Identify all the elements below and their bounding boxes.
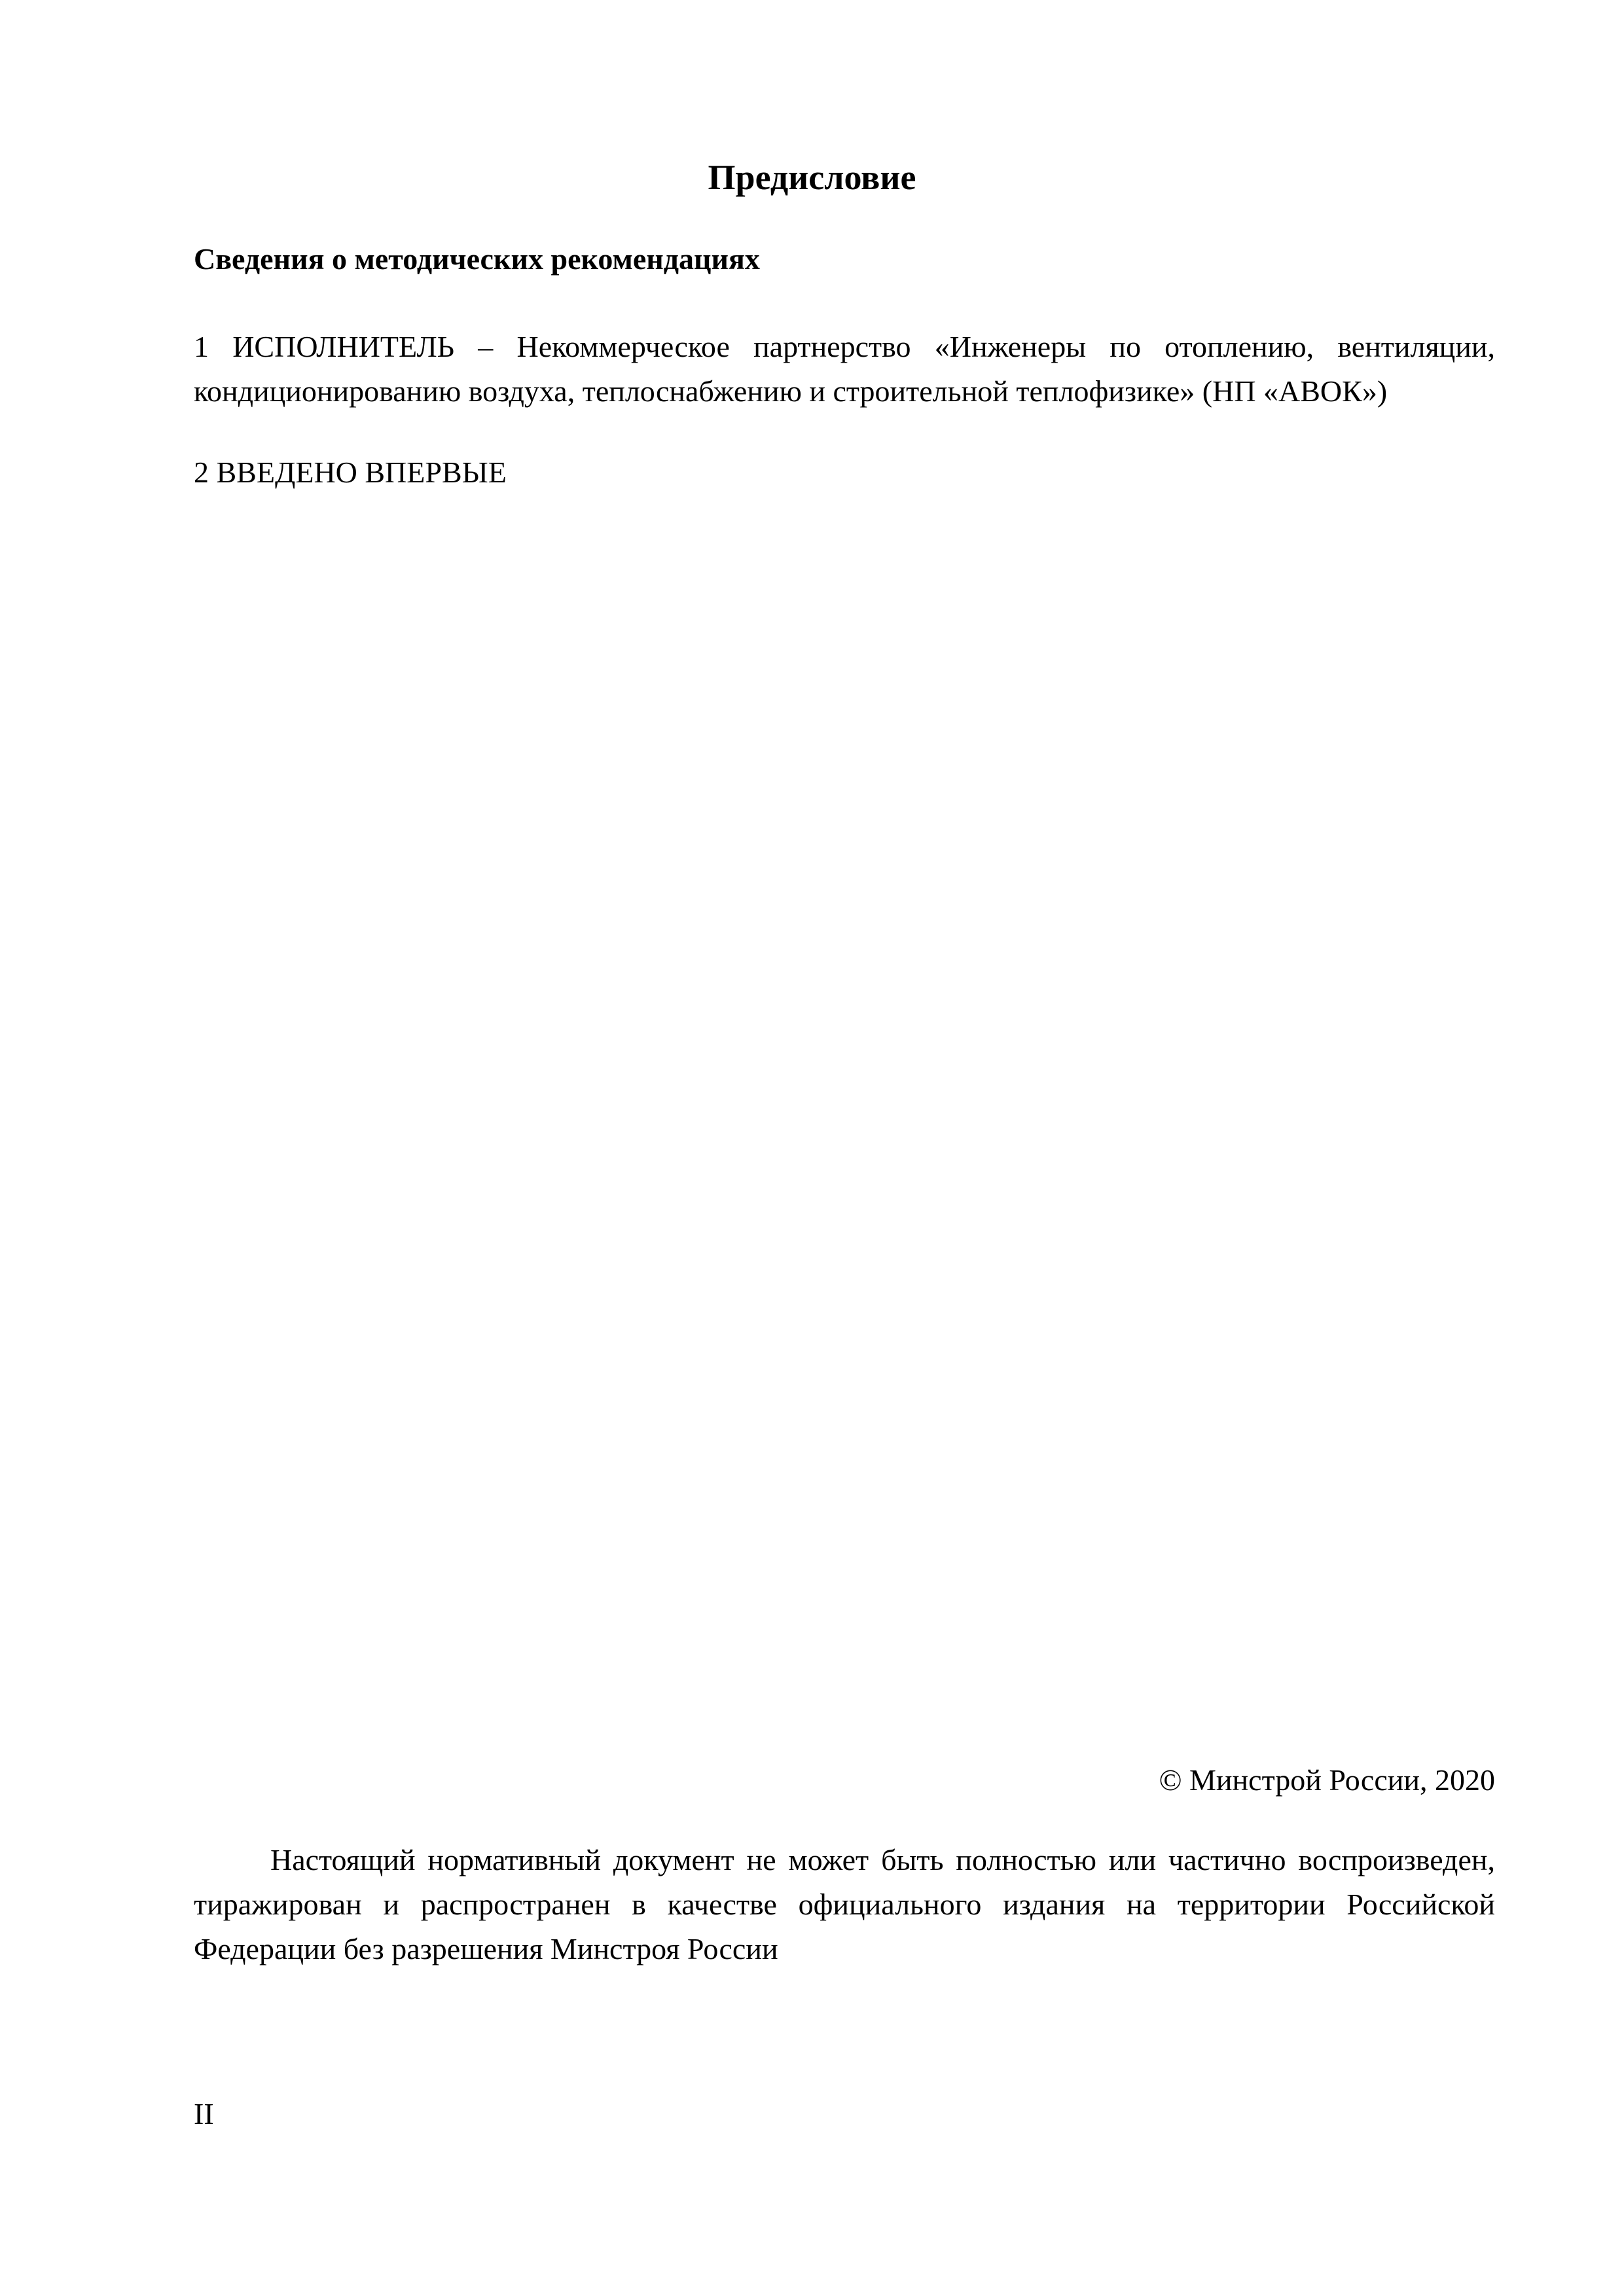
section-heading: Сведения о методических рекомендациях [194,242,760,276]
item-introduced: 2 ВВЕДЕНО ВПЕРВЫЕ [194,456,507,489]
copyright-notice: © Минстрой России, 2020 [1159,1763,1495,1797]
page-number: II [194,2097,214,2130]
page-title: Предисловие [708,158,916,197]
reproduction-notice: Настоящий нормативный документ не может быть полностью или частично воспроизведен, тиражирован и распространен в качестве официального издания на территории Российской Федерации без разрешения Минстроя России [194,1843,1495,1965]
item-executor: 1 ИСПОЛНИТЕЛЬ – Некоммерческое партнерство «Инженеры по отоплению, вентиляции, кондиционированию воздуха, теплоснабжению и строительной теплофизике» (НП «АВОК») [194,330,1495,408]
